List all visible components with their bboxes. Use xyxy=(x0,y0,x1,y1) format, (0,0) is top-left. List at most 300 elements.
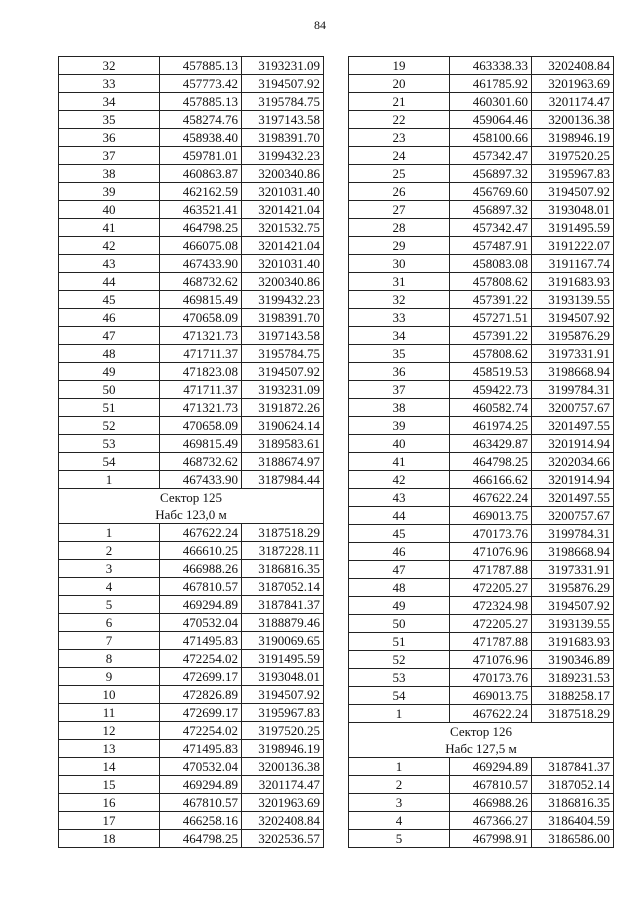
coordinate-x: 457342.47 xyxy=(450,219,532,237)
point-number: 1 xyxy=(349,758,450,776)
point-number: 23 xyxy=(349,129,450,147)
table-row xyxy=(349,597,614,615)
coordinate-y: 3201963.69 xyxy=(242,794,324,812)
coordinate-x: 471321.73 xyxy=(160,327,242,345)
point-number: 44 xyxy=(59,273,160,291)
table-row xyxy=(59,776,324,794)
sector-title: Сектор 125 xyxy=(59,489,324,507)
sector-elevation: Набс 127,5 м xyxy=(349,740,614,758)
coordinate-x: 470173.76 xyxy=(450,669,532,687)
coordinate-x: 472205.27 xyxy=(450,615,532,633)
coordinate-x: 458519.53 xyxy=(450,363,532,381)
coordinate-x: 470658.09 xyxy=(160,417,242,435)
coordinate-y: 3195784.75 xyxy=(242,345,324,363)
coordinate-x: 458100.66 xyxy=(450,129,532,147)
table-row xyxy=(349,327,614,345)
coordinate-y: 3193231.09 xyxy=(242,381,324,399)
coordinate-y: 3201497.55 xyxy=(532,489,614,507)
coordinate-x: 460863.87 xyxy=(160,165,242,183)
coordinate-y: 3191495.59 xyxy=(242,650,324,668)
coordinate-y: 3198946.19 xyxy=(242,740,324,758)
point-number: 20 xyxy=(349,75,450,93)
coordinate-x: 472699.17 xyxy=(160,704,242,722)
table-row xyxy=(59,165,324,183)
coordinate-x: 472699.17 xyxy=(160,668,242,686)
coordinate-y: 3197520.25 xyxy=(532,147,614,165)
coordinate-y: 3200757.67 xyxy=(532,399,614,417)
coordinate-x: 472205.27 xyxy=(450,579,532,597)
coordinate-y: 3187518.29 xyxy=(242,524,324,542)
coordinate-x: 466075.08 xyxy=(160,237,242,255)
table-row xyxy=(59,75,324,93)
coordinate-x: 457885.13 xyxy=(160,57,242,75)
coordinate-y: 3201031.40 xyxy=(242,255,324,273)
coordinate-y: 3190069.65 xyxy=(242,632,324,650)
coordinate-x: 467622.24 xyxy=(160,524,242,542)
table-row xyxy=(349,435,614,453)
point-number: 48 xyxy=(349,579,450,597)
sector-elevation-row xyxy=(349,740,614,758)
sector-elevation: Набс 123,0 м xyxy=(59,506,324,524)
point-number: 1 xyxy=(349,705,450,723)
coordinate-y: 3199784.31 xyxy=(532,525,614,543)
coordinate-x: 469815.49 xyxy=(160,291,242,309)
coordinate-y: 3190346.89 xyxy=(532,651,614,669)
table-row xyxy=(59,794,324,812)
coordinate-x: 472826.89 xyxy=(160,686,242,704)
coordinate-y: 3201914.94 xyxy=(532,471,614,489)
table-row xyxy=(349,687,614,705)
point-number: 7 xyxy=(59,632,160,650)
point-number: 38 xyxy=(59,165,160,183)
coordinate-x: 471823.08 xyxy=(160,363,242,381)
sector-title: Сектор 126 xyxy=(349,723,614,741)
coordinate-x: 464798.25 xyxy=(450,453,532,471)
table-row xyxy=(349,633,614,651)
coordinates-table-right-body xyxy=(349,57,614,848)
coordinate-y: 3202408.84 xyxy=(242,812,324,830)
coordinate-y: 3197331.91 xyxy=(532,345,614,363)
point-number: 46 xyxy=(59,309,160,327)
coordinate-y: 3198668.94 xyxy=(532,543,614,561)
point-number: 12 xyxy=(59,722,160,740)
point-number: 46 xyxy=(349,543,450,561)
table-row xyxy=(59,273,324,291)
point-number: 11 xyxy=(59,704,160,722)
point-number: 34 xyxy=(59,93,160,111)
point-number: 36 xyxy=(59,129,160,147)
coordinate-y: 3201963.69 xyxy=(532,75,614,93)
table-row xyxy=(59,345,324,363)
table-row xyxy=(349,812,614,830)
coordinate-x: 456897.32 xyxy=(450,165,532,183)
coordinate-y: 3194507.92 xyxy=(532,597,614,615)
point-number: 18 xyxy=(59,830,160,848)
coordinate-y: 3186816.35 xyxy=(242,560,324,578)
table-row xyxy=(349,615,614,633)
table-row xyxy=(59,542,324,560)
table-row xyxy=(349,309,614,327)
table-row xyxy=(59,309,324,327)
coordinate-y: 3200340.86 xyxy=(242,273,324,291)
coordinate-x: 469294.89 xyxy=(160,776,242,794)
coordinate-y: 3194507.92 xyxy=(242,686,324,704)
point-number: 10 xyxy=(59,686,160,704)
coordinate-x: 471787.88 xyxy=(450,561,532,579)
coordinate-y: 3198391.70 xyxy=(242,129,324,147)
point-number: 22 xyxy=(349,111,450,129)
coordinate-y: 3199432.23 xyxy=(242,291,324,309)
coordinate-x: 469815.49 xyxy=(160,435,242,453)
coordinate-y: 3197143.58 xyxy=(242,327,324,345)
point-number: 41 xyxy=(349,453,450,471)
coordinate-x: 467622.24 xyxy=(450,489,532,507)
table-row xyxy=(59,255,324,273)
coordinate-y: 3195876.29 xyxy=(532,327,614,345)
coordinate-y: 3194507.92 xyxy=(532,183,614,201)
coordinate-y: 3202034.66 xyxy=(532,453,614,471)
point-number: 4 xyxy=(349,812,450,830)
coordinate-x: 471711.37 xyxy=(160,345,242,363)
coordinate-y: 3201174.47 xyxy=(532,93,614,111)
table-row xyxy=(349,75,614,93)
table-row xyxy=(59,740,324,758)
point-number: 17 xyxy=(59,812,160,830)
table-row xyxy=(59,219,324,237)
table-row xyxy=(349,525,614,543)
coordinate-x: 466988.26 xyxy=(160,560,242,578)
point-number: 19 xyxy=(349,57,450,75)
table-row xyxy=(59,830,324,848)
coordinate-y: 3188258.17 xyxy=(532,687,614,705)
coordinate-x: 457808.62 xyxy=(450,273,532,291)
point-number: 54 xyxy=(59,453,160,471)
coordinate-x: 466610.25 xyxy=(160,542,242,560)
table-row xyxy=(59,524,324,542)
table-row xyxy=(59,704,324,722)
point-number: 28 xyxy=(349,219,450,237)
coordinates-table-left xyxy=(58,56,324,848)
table-row xyxy=(59,596,324,614)
coordinate-y: 3187052.14 xyxy=(242,578,324,596)
table-row xyxy=(59,435,324,453)
point-number: 36 xyxy=(349,363,450,381)
coordinate-y: 3191683.93 xyxy=(532,633,614,651)
point-number: 37 xyxy=(349,381,450,399)
point-number: 3 xyxy=(59,560,160,578)
coordinate-x: 464798.25 xyxy=(160,830,242,848)
coordinate-y: 3186586.00 xyxy=(532,830,614,848)
table-row xyxy=(59,614,324,632)
point-number: 43 xyxy=(349,489,450,507)
point-number: 34 xyxy=(349,327,450,345)
coordinate-x: 467998.91 xyxy=(450,830,532,848)
page-number: 84 xyxy=(314,18,326,32)
table-row xyxy=(349,705,614,723)
table-row xyxy=(59,453,324,471)
coordinate-y: 3189583.61 xyxy=(242,435,324,453)
coordinate-y: 3202408.84 xyxy=(532,57,614,75)
point-number: 33 xyxy=(349,309,450,327)
coordinate-x: 468732.62 xyxy=(160,453,242,471)
coordinate-x: 463521.41 xyxy=(160,201,242,219)
coordinate-y: 3193139.55 xyxy=(532,615,614,633)
table-row xyxy=(349,273,614,291)
coordinate-x: 460301.60 xyxy=(450,93,532,111)
coordinate-y: 3194507.92 xyxy=(532,309,614,327)
coordinate-x: 463429.87 xyxy=(450,435,532,453)
coordinate-y: 3200757.67 xyxy=(532,507,614,525)
coordinate-y: 3193048.01 xyxy=(242,668,324,686)
table-row xyxy=(59,327,324,345)
point-number: 38 xyxy=(349,399,450,417)
sector-header-row xyxy=(59,489,324,507)
coordinate-x: 471076.96 xyxy=(450,543,532,561)
point-number: 5 xyxy=(59,596,160,614)
coordinate-y: 3187052.14 xyxy=(532,776,614,794)
coordinate-y: 3191167.74 xyxy=(532,255,614,273)
point-number: 37 xyxy=(59,147,160,165)
coordinate-x: 471076.96 xyxy=(450,651,532,669)
coordinate-y: 3195967.83 xyxy=(242,704,324,722)
point-number: 42 xyxy=(59,237,160,255)
coordinate-x: 463338.33 xyxy=(450,57,532,75)
point-number: 29 xyxy=(349,237,450,255)
table-row xyxy=(349,579,614,597)
point-number: 31 xyxy=(349,273,450,291)
point-number: 27 xyxy=(349,201,450,219)
coordinate-x: 466166.62 xyxy=(450,471,532,489)
coordinate-y: 3193139.55 xyxy=(532,291,614,309)
table-row xyxy=(59,668,324,686)
coordinate-y: 3193231.09 xyxy=(242,57,324,75)
coordinate-x: 457773.42 xyxy=(160,75,242,93)
coordinate-y: 3197331.91 xyxy=(532,561,614,579)
table-row xyxy=(349,345,614,363)
coordinate-x: 470173.76 xyxy=(450,525,532,543)
table-row xyxy=(59,183,324,201)
coordinate-x: 469013.75 xyxy=(450,507,532,525)
point-number: 14 xyxy=(59,758,160,776)
sector-header-row xyxy=(349,723,614,741)
point-number: 33 xyxy=(59,75,160,93)
point-number: 39 xyxy=(59,183,160,201)
coordinate-x: 456769.60 xyxy=(450,183,532,201)
point-number: 32 xyxy=(59,57,160,75)
coordinate-x: 459422.73 xyxy=(450,381,532,399)
table-row xyxy=(59,632,324,650)
point-number: 47 xyxy=(59,327,160,345)
point-number: 50 xyxy=(59,381,160,399)
point-number: 51 xyxy=(349,633,450,651)
table-row xyxy=(349,219,614,237)
coordinate-y: 3197143.58 xyxy=(242,111,324,129)
coordinate-x: 457487.91 xyxy=(450,237,532,255)
coordinate-y: 3201421.04 xyxy=(242,201,324,219)
coordinate-y: 3187518.29 xyxy=(532,705,614,723)
coordinate-y: 3197520.25 xyxy=(242,722,324,740)
coordinates-table-left-body xyxy=(59,57,324,848)
table-row xyxy=(349,561,614,579)
coordinate-y: 3194507.92 xyxy=(242,75,324,93)
coordinate-x: 467810.57 xyxy=(450,776,532,794)
point-number: 35 xyxy=(59,111,160,129)
point-number: 30 xyxy=(349,255,450,273)
coordinate-y: 3191222.07 xyxy=(532,237,614,255)
table-row xyxy=(349,417,614,435)
point-number: 35 xyxy=(349,345,450,363)
coordinate-x: 471495.83 xyxy=(160,740,242,758)
table-row xyxy=(349,669,614,687)
point-number: 1 xyxy=(59,471,160,489)
coordinate-x: 467810.57 xyxy=(160,578,242,596)
table-row xyxy=(59,650,324,668)
point-number: 40 xyxy=(349,435,450,453)
table-row xyxy=(349,830,614,848)
coordinate-x: 466988.26 xyxy=(450,794,532,812)
coordinate-x: 457271.51 xyxy=(450,309,532,327)
coordinate-x: 471321.73 xyxy=(160,399,242,417)
point-number: 6 xyxy=(59,614,160,632)
coordinate-x: 457808.62 xyxy=(450,345,532,363)
coordinate-x: 471495.83 xyxy=(160,632,242,650)
point-number: 51 xyxy=(59,399,160,417)
table-row xyxy=(349,291,614,309)
coordinate-x: 457342.47 xyxy=(450,147,532,165)
table-row xyxy=(59,291,324,309)
coordinate-y: 3198668.94 xyxy=(532,363,614,381)
point-number: 48 xyxy=(59,345,160,363)
coordinate-x: 469294.89 xyxy=(160,596,242,614)
coordinate-x: 467366.27 xyxy=(450,812,532,830)
table-row xyxy=(59,417,324,435)
coordinate-y: 3201174.47 xyxy=(242,776,324,794)
coordinate-x: 457885.13 xyxy=(160,93,242,111)
table-row xyxy=(349,453,614,471)
table-row xyxy=(59,560,324,578)
point-number: 44 xyxy=(349,507,450,525)
point-number: 47 xyxy=(349,561,450,579)
coordinate-y: 3200340.86 xyxy=(242,165,324,183)
table-row xyxy=(59,129,324,147)
coordinate-y: 3201031.40 xyxy=(242,183,324,201)
coordinate-y: 3195967.83 xyxy=(532,165,614,183)
table-row xyxy=(349,543,614,561)
coordinate-x: 456897.32 xyxy=(450,201,532,219)
coordinate-x: 472324.98 xyxy=(450,597,532,615)
point-number: 2 xyxy=(59,542,160,560)
coordinate-y: 3199784.31 xyxy=(532,381,614,399)
coordinate-x: 457391.22 xyxy=(450,291,532,309)
coordinate-y: 3187841.37 xyxy=(532,758,614,776)
coordinate-y: 3201914.94 xyxy=(532,435,614,453)
point-number: 9 xyxy=(59,668,160,686)
coordinate-y: 3189231.53 xyxy=(532,669,614,687)
coordinate-x: 466258.16 xyxy=(160,812,242,830)
coordinate-y: 3191495.59 xyxy=(532,219,614,237)
table-row xyxy=(349,363,614,381)
coordinate-y: 3202536.57 xyxy=(242,830,324,848)
coordinates-table-right xyxy=(348,56,614,848)
table-row xyxy=(349,147,614,165)
table-row xyxy=(59,471,324,489)
table-row xyxy=(349,129,614,147)
point-number: 5 xyxy=(349,830,450,848)
coordinate-y: 3198946.19 xyxy=(532,129,614,147)
table-row xyxy=(349,507,614,525)
coordinate-x: 462162.59 xyxy=(160,183,242,201)
point-number: 21 xyxy=(349,93,450,111)
coordinate-x: 471787.88 xyxy=(450,633,532,651)
coordinate-y: 3198391.70 xyxy=(242,309,324,327)
coordinate-y: 3199432.23 xyxy=(242,147,324,165)
coordinate-x: 469013.75 xyxy=(450,687,532,705)
coordinate-y: 3187228.11 xyxy=(242,542,324,560)
table-row xyxy=(349,651,614,669)
table-row xyxy=(349,794,614,812)
table-row xyxy=(59,111,324,129)
point-number: 2 xyxy=(349,776,450,794)
coordinate-x: 467433.90 xyxy=(160,471,242,489)
table-row xyxy=(59,363,324,381)
coordinate-y: 3195784.75 xyxy=(242,93,324,111)
coordinate-x: 459064.46 xyxy=(450,111,532,129)
table-row xyxy=(349,489,614,507)
point-number: 54 xyxy=(349,687,450,705)
table-row xyxy=(349,758,614,776)
coordinate-x: 468732.62 xyxy=(160,273,242,291)
coordinate-x: 470532.04 xyxy=(160,614,242,632)
point-number: 49 xyxy=(59,363,160,381)
table-row xyxy=(59,758,324,776)
table-row xyxy=(349,381,614,399)
table-row xyxy=(59,147,324,165)
table-row xyxy=(59,93,324,111)
point-number: 53 xyxy=(59,435,160,453)
coordinate-y: 3188674.97 xyxy=(242,453,324,471)
coordinate-y: 3191872.26 xyxy=(242,399,324,417)
table-row xyxy=(59,686,324,704)
point-number: 25 xyxy=(349,165,450,183)
coordinate-x: 458083.08 xyxy=(450,255,532,273)
sector-elevation-row xyxy=(59,506,324,524)
coordinate-y: 3200136.38 xyxy=(532,111,614,129)
table-row xyxy=(349,255,614,273)
table-row xyxy=(59,57,324,75)
point-number: 40 xyxy=(59,201,160,219)
coordinate-x: 472254.02 xyxy=(160,650,242,668)
coordinate-x: 459781.01 xyxy=(160,147,242,165)
point-number: 50 xyxy=(349,615,450,633)
coordinate-y: 3186404.59 xyxy=(532,812,614,830)
point-number: 42 xyxy=(349,471,450,489)
coordinate-x: 467622.24 xyxy=(450,705,532,723)
table-row xyxy=(349,183,614,201)
coordinate-y: 3201421.04 xyxy=(242,237,324,255)
coordinate-y: 3201497.55 xyxy=(532,417,614,435)
coordinate-x: 471711.37 xyxy=(160,381,242,399)
coordinate-y: 3194507.92 xyxy=(242,363,324,381)
coordinate-x: 458274.76 xyxy=(160,111,242,129)
coordinate-x: 470532.04 xyxy=(160,758,242,776)
point-number: 52 xyxy=(349,651,450,669)
coordinate-x: 457391.22 xyxy=(450,327,532,345)
table-row xyxy=(59,237,324,255)
point-number: 43 xyxy=(59,255,160,273)
coordinate-x: 461974.25 xyxy=(450,417,532,435)
table-row xyxy=(349,399,614,417)
table-row xyxy=(59,201,324,219)
